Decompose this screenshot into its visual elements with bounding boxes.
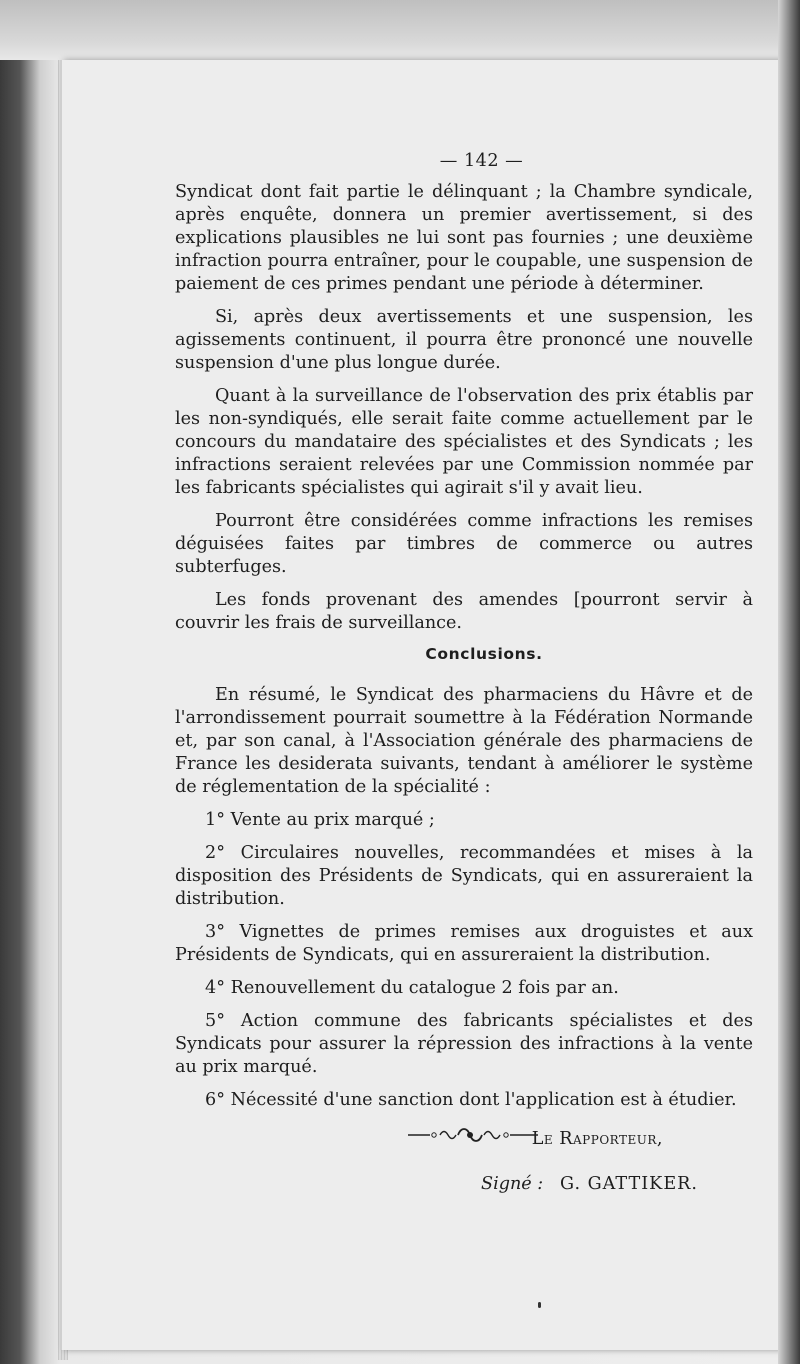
book-binding-shadow	[778, 0, 800, 1364]
page-number: — 142 —	[439, 151, 524, 171]
scan-top-margin	[0, 0, 800, 60]
list-item-5: 5° Action commune des fabricants spécialistes et des Syndicats pour assurer la répression des infractions à la vente au prix marqué.	[175, 1011, 753, 1077]
signature-line	[175, 1173, 753, 1196]
paragraph-2: Si, après deux avertissements et une suspension, les agissements continuent, il pourra être prononcé une nouvelle suspension d'une plus longue durée.	[175, 307, 753, 373]
paragraph-1: Syndicat dont fait partie le délinquant ; la Chambre syndicale, après enquête, donnera un premier avertissement, si des explications plausibles ne lui sont pas fournies ; une deuxième infraction pourra entraîner, pour le coupable, une suspension de paiement de ces primes pendant une période à déterminer.	[175, 182, 753, 294]
signatory-name: G. GATTIKER.	[560, 1174, 698, 1194]
list-item-3: 3° Vignettes de primes remises aux droguistes et aux Présidents de Syndicats, qui en assureraient la distribution.	[175, 922, 753, 965]
signed-label: Signé :	[481, 1174, 544, 1194]
list-item-1: 1° Vente au prix marqué ;	[205, 810, 435, 830]
list-item-2: 2° Circulaires nouvelles, recommandées et mises à la disposition des Présidents de Syndicats, qui en assureraient la distribution.	[175, 843, 753, 909]
paragraph-3: Quant à la surveillance de l'observation des prix établis par les non-syndiqués, elle serait faite comme actuellement par le concours du mandataire des spécialistes et des Syndicats ; les infractions seraient relevées par une Commission nommée par les fabricants spécialistes qui agirait s'il y avait lieu.	[175, 386, 753, 498]
rapporteur-title: Le Rapporteur,	[531, 1129, 663, 1149]
paragraph-5: Les fonds provenant des amendes [pourront servir à couvrir les frais de surveillance.	[175, 590, 753, 633]
list-item-6: 6° Nécessité d'une sanction dont l'application est à étudier.	[205, 1090, 737, 1110]
paragraph-4: Pourront être considérées comme infractions les remises déguisées faites par timbres de commerce ou autres subterfuges.	[175, 511, 753, 577]
summary-paragraph: En résumé, le Syndicat des pharmaciens du Hâvre et de l'arrondissement pourrait soumettre à la Fédération Normande et, par son canal, à l'Association générale des pharmaciens de France les desiderata suivants, tendant à améliorer le système de réglementation de la spécialité :	[175, 685, 753, 797]
page-text	[175, 150, 753, 1196]
ink-speck	[538, 1302, 541, 1308]
decorative-ornament-icon	[408, 1125, 538, 1145]
section-heading: Conclusions.	[425, 645, 543, 663]
list-item-4: 4° Renouvellement du catalogue 2 fois par an.	[205, 978, 619, 998]
